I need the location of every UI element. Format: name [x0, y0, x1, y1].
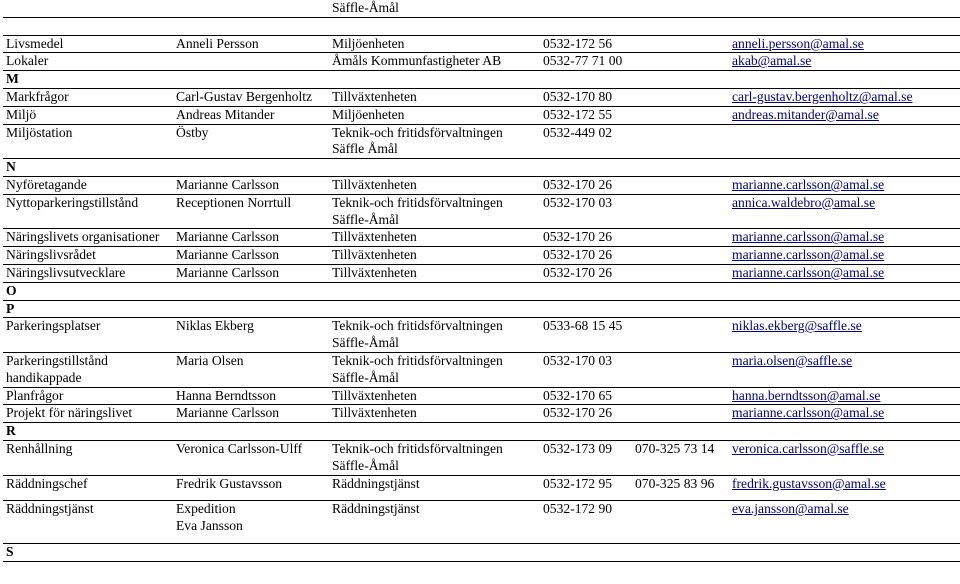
email-cell [729, 264, 960, 282]
table-row-header-continuation [3, 0, 960, 17]
email-cell [729, 501, 960, 544]
department-cell: Tillväxtenheten [329, 387, 540, 405]
section-letter: R [3, 423, 960, 441]
phone-cell: 0532-172 95 [540, 475, 632, 501]
topic-cell: Projekt för näringslivet [3, 405, 173, 423]
department-cell: Tillväxtenheten [329, 229, 540, 247]
contact-table [3, 0, 960, 562]
department-cell: Teknik-och fritidsförvaltningen Säffle Åmål [329, 124, 540, 159]
topic-cell: Räddningschef [3, 475, 173, 501]
contact-person-cell: Marianne Carlsson [173, 176, 329, 194]
phone-cell: 0532-170 80 [540, 88, 632, 106]
contact-person-cell: Östby [173, 124, 329, 159]
department-cell: Tillväxtenheten [329, 405, 540, 423]
table-row [3, 124, 960, 159]
email-link[interactable]: maria.olsen@saffle.se [732, 352, 853, 368]
topic-cell: Näringslivets organisationer [3, 229, 173, 247]
phone-cell: 0532-170 65 [540, 387, 632, 405]
topic-cell: Miljöstation [3, 124, 173, 159]
topic-cell: Räddningstjänst [3, 501, 173, 544]
table-row [3, 229, 960, 247]
topic-cell: Renhållning [3, 440, 173, 475]
mobile-cell [632, 106, 729, 124]
contact-person-cell: Hanna Berndtsson [173, 387, 329, 405]
table-row-spacer [3, 17, 960, 35]
department-cell: Tillväxtenheten [329, 247, 540, 265]
email-link[interactable]: carl-gustav.bergenholtz@amal.se [732, 88, 913, 104]
mobile-cell [632, 229, 729, 247]
section-letter: M [3, 71, 960, 89]
contact-person-cell: Marianne Carlsson [173, 264, 329, 282]
topic-cell: Markfrågor [3, 88, 173, 106]
phone-cell: 0532-170 03 [540, 352, 632, 387]
topic-cell: Näringslivsutvecklare [3, 264, 173, 282]
department-cell: Miljöenheten [329, 106, 540, 124]
topic-cell: Miljö [3, 106, 173, 124]
section-letter: N [3, 159, 960, 177]
department-cell: Teknik-och fritidsförvaltningen Säffle-Åmål [329, 352, 540, 387]
section-letter-row [3, 543, 960, 561]
email-cell [729, 176, 960, 194]
phone-cell: 0532-170 26 [540, 229, 632, 247]
table-row [3, 501, 960, 544]
email-link[interactable]: annica.waldebro@amal.se [732, 194, 876, 210]
section-letter-row [3, 300, 960, 318]
topic-cell: Näringslivsrådet [3, 247, 173, 265]
email-link[interactable]: anneli.persson@amal.se [732, 35, 864, 51]
email-cell [729, 405, 960, 423]
phone-cell: 0533-68 15 45 [540, 318, 632, 353]
table-row [3, 440, 960, 475]
email-link[interactable]: niklas.ekberg@saffle.se [732, 318, 862, 334]
mobile-cell [632, 35, 729, 53]
section-letter-row [3, 71, 960, 89]
table-row [3, 194, 960, 229]
email-cell [729, 124, 960, 159]
department-cell: Räddningstjänst [329, 475, 540, 501]
table-row [3, 405, 960, 423]
mobile-cell [632, 88, 729, 106]
email-cell [729, 194, 960, 229]
department-cell: Teknik-och fritidsförvaltningen Säffle-Åmål [329, 318, 540, 353]
email-cell [729, 35, 960, 53]
email-cell [729, 318, 960, 353]
section-letter-row [3, 159, 960, 177]
email-link[interactable]: marianne.carlsson@amal.se [732, 405, 885, 421]
table-row [3, 264, 960, 282]
department-cell: Åmåls Kommunfastigheter AB [329, 53, 540, 71]
contact-person-cell: Veronica Carlsson-Ulff [173, 440, 329, 475]
email-link[interactable]: andreas.mitander@amal.se [732, 106, 879, 122]
mobile-cell [632, 352, 729, 387]
mobile-cell [632, 405, 729, 423]
email-link[interactable]: marianne.carlsson@amal.se [732, 176, 885, 192]
department-cell: Tillväxtenheten [329, 88, 540, 106]
phone-cell: 0532-172 90 [540, 501, 632, 544]
topic-cell: Planfrågor [3, 387, 173, 405]
contact-person-cell: Receptionen Norrtull [173, 194, 329, 229]
topic-cell: Nyttoparkeringstillstånd [3, 194, 173, 229]
department-cell: Teknik-och fritidsförvaltningen Säffle-Åmål [329, 440, 540, 475]
phone-cell: 0532-449 02 [540, 124, 632, 159]
section-letter-row [3, 423, 960, 441]
topic-cell: Nyföretagande [3, 176, 173, 194]
section-letter-row [3, 282, 960, 300]
contact-person-cell: Anneli Persson [173, 35, 329, 53]
topic-cell: Parkeringstillstånd handikappade [3, 352, 173, 387]
phone-cell: 0532-77 71 00 [540, 53, 632, 71]
topic-cell: Livsmedel [3, 35, 173, 53]
table-row [3, 318, 960, 353]
email-cell [729, 475, 960, 501]
email-link[interactable]: fredrik.gustavsson@amal.se [732, 475, 886, 491]
phone-cell: 0532-170 26 [540, 247, 632, 265]
contact-person-cell [173, 53, 329, 71]
email-link[interactable]: veronica.carlsson@saffle.se [732, 440, 884, 456]
topic-cell: Parkeringsplatser [3, 318, 173, 353]
email-cell [729, 106, 960, 124]
table-row [3, 247, 960, 265]
department-cell: Tillväxtenheten [329, 176, 540, 194]
contact-person-cell: Marianne Carlsson [173, 229, 329, 247]
table-row [3, 106, 960, 124]
department-cell: Säffle-Åmål [329, 0, 540, 17]
table-row [3, 352, 960, 387]
email-link[interactable]: akab@amal.se [732, 53, 812, 69]
mobile-cell [632, 501, 729, 544]
mobile-cell: 070-325 73 14 [632, 440, 729, 475]
contact-person-cell: Marianne Carlsson [173, 247, 329, 265]
contact-person-cell: Carl-Gustav Bergenholtz [173, 88, 329, 106]
table-row [3, 176, 960, 194]
phone-cell: 0532-170 26 [540, 405, 632, 423]
phone-cell: 0532-172 56 [540, 35, 632, 53]
table-row [3, 387, 960, 405]
email-link[interactable]: marianne.carlsson@amal.se [732, 247, 885, 263]
mobile-cell [632, 318, 729, 353]
table-row [3, 35, 960, 53]
table-row [3, 475, 960, 501]
phone-cell: 0532-170 03 [540, 194, 632, 229]
section-letter: S [3, 543, 960, 561]
email-cell [729, 229, 960, 247]
contact-person-cell: Marianne Carlsson [173, 405, 329, 423]
department-cell: Teknik-och fritidsförvaltningen Säffle-Åmål [329, 194, 540, 229]
email-cell [729, 247, 960, 265]
mobile-cell [632, 176, 729, 194]
phone-cell: 0532-172 55 [540, 106, 632, 124]
contact-person-cell: Fredrik Gustavsson [173, 475, 329, 501]
mobile-cell [632, 124, 729, 159]
mobile-cell: 070-325 83 96 [632, 475, 729, 501]
mobile-cell [632, 53, 729, 71]
department-cell: Tillväxtenheten [329, 264, 540, 282]
section-letter: P [3, 300, 960, 318]
mobile-cell [632, 194, 729, 229]
email-cell [729, 53, 960, 71]
email-link[interactable]: hanna.berndtsson@amal.se [732, 387, 881, 403]
phone-cell: 0532-170 26 [540, 264, 632, 282]
email-link[interactable]: eva.jansson@amal.se [732, 501, 849, 517]
table-row [3, 88, 960, 106]
mobile-cell [632, 387, 729, 405]
email-cell [729, 387, 960, 405]
phone-cell: 0532-170 26 [540, 176, 632, 194]
contact-person-cell: Expedition Eva Jansson [173, 501, 329, 544]
topic-cell: Lokaler [3, 53, 173, 71]
phone-cell: 0532-173 09 [540, 440, 632, 475]
department-cell: Räddningstjänst [329, 501, 540, 544]
email-link[interactable]: marianne.carlsson@amal.se [732, 264, 885, 280]
contact-person-cell: Andreas Mitander [173, 106, 329, 124]
email-cell [729, 352, 960, 387]
contact-person-cell: Niklas Ekberg [173, 318, 329, 353]
email-link[interactable]: marianne.carlsson@amal.se [732, 229, 885, 245]
department-cell: Miljöenheten [329, 35, 540, 53]
section-letter: O [3, 282, 960, 300]
email-cell [729, 440, 960, 475]
mobile-cell [632, 264, 729, 282]
table-row [3, 53, 960, 71]
contact-person-cell: Maria Olsen [173, 352, 329, 387]
mobile-cell [632, 247, 729, 265]
email-cell [729, 88, 960, 106]
